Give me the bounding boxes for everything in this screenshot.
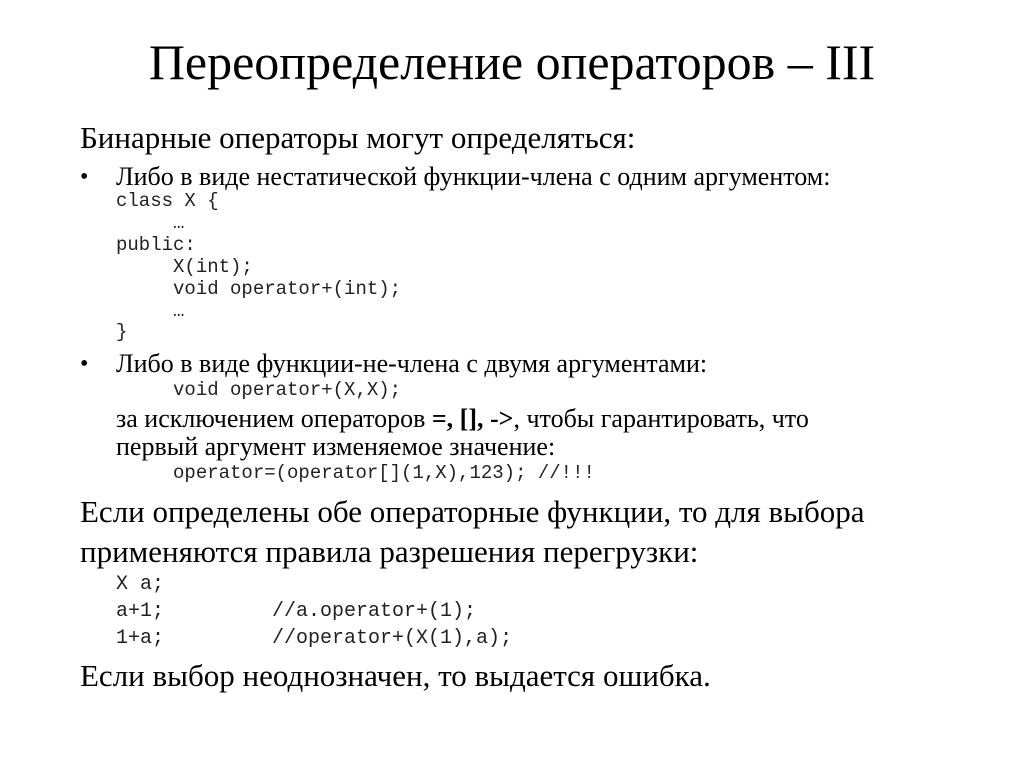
code-line: } bbox=[116, 321, 128, 343]
overload-text: Если определены обе операторные функции, то для выбора bbox=[80, 494, 865, 529]
bullet-marker: • bbox=[80, 351, 89, 377]
code-line: void operator+(X,X); bbox=[116, 379, 402, 401]
code-line: X(int); bbox=[116, 256, 253, 278]
exception-operators: =, [], -> bbox=[431, 404, 514, 433]
code-line: 1+a; //operator+(X(1),a); bbox=[116, 627, 513, 650]
code-line: X a; bbox=[116, 573, 165, 596]
bullet1-text: Либо в виде нестатической функции-члена с одним аргументом: bbox=[116, 162, 831, 191]
slide-title: Переопределение операторов – III bbox=[148, 34, 876, 90]
code-line: a+1; //a.operator+(1); bbox=[116, 600, 477, 623]
code-line: class X { bbox=[116, 190, 219, 212]
code-line: … bbox=[116, 212, 185, 234]
overload-text: применяются правила разрешения перегрузки: bbox=[80, 534, 699, 569]
exception-text bbox=[116, 404, 809, 434]
conclusion-text: Если выбор неоднозначен, то выдается ошибка. bbox=[80, 658, 711, 693]
code-line: operator=(operator[](1,X),123); //!!! bbox=[116, 462, 595, 484]
bullet-marker: • bbox=[80, 164, 89, 190]
exception-suffix: , чтобы гарантировать, что bbox=[513, 404, 809, 433]
code-line: … bbox=[116, 300, 185, 322]
exception-prefix: за исключением операторов bbox=[116, 404, 432, 433]
exception-text-line2: первый аргумент изменяемое значение: bbox=[116, 432, 556, 461]
intro-text: Бинарные операторы могут определяться: bbox=[80, 120, 636, 155]
bullet2-text: Либо в виде функции-не-члена с двумя аргументами: bbox=[116, 349, 708, 378]
code-line: void operator+(int); bbox=[116, 278, 402, 300]
code-line: public: bbox=[116, 234, 196, 256]
